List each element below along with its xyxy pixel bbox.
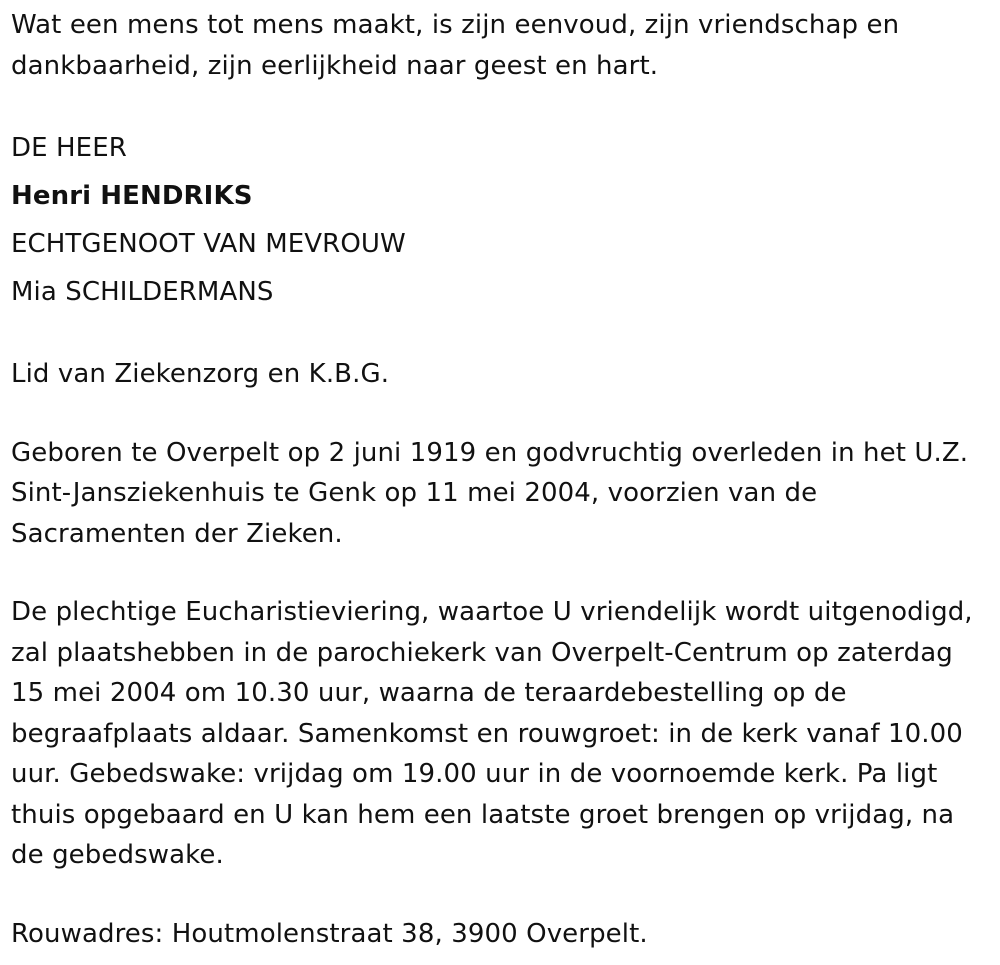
ceremony-line: begraafplaats aldaar. Samenkomst en rouwgroet: in de kerk vanaf 10.00 bbox=[11, 718, 963, 749]
birth-death-paragraph bbox=[11, 433, 996, 555]
ceremony-paragraph bbox=[11, 592, 996, 876]
funeral-address: Rouwadres: Houtmolenstraat 38, 3900 Overpelt. bbox=[11, 918, 648, 949]
spacer bbox=[11, 86, 996, 124]
spacer bbox=[11, 876, 996, 914]
name-block bbox=[11, 124, 996, 316]
spouse-name: Mia SCHILDERMANS bbox=[11, 277, 274, 307]
ceremony-line: 15 mei 2004 om 10.30 uur, waarna de teraardebestelling op de bbox=[11, 678, 847, 708]
membership-text: Lid van Ziekenzorg en K.B.G. bbox=[11, 359, 390, 389]
spacer bbox=[11, 554, 996, 592]
quote-line: dankbaarheid, zijn eerlijkheid naar geest en hart. bbox=[11, 50, 659, 81]
birth-death-line: Sacramenten der Zieken. bbox=[11, 518, 343, 549]
ceremony-line: uur. Gebedswake: vrijdag om 19.00 uur in de voornoemde kerk. Pa ligt bbox=[11, 759, 938, 789]
spacer bbox=[11, 316, 996, 354]
birth-death-line: Sint-Jansziekenhuis te Genk op 11 mei 2004, voorzien van de bbox=[11, 478, 818, 508]
spacer bbox=[11, 395, 996, 433]
title-label: DE HEER bbox=[11, 133, 127, 163]
deceased-name: Henri HENDRIKS bbox=[11, 181, 253, 211]
ceremony-line: thuis opgebaard en U kan hem een laatste groet brengen op vrijdag, na bbox=[11, 799, 955, 830]
address-paragraph bbox=[11, 914, 996, 955]
ceremony-line: de gebedswake. bbox=[11, 840, 224, 870]
relation-label: ECHTGENOOT VAN MEVROUW bbox=[11, 229, 406, 259]
ceremony-line: De plechtige Eucharistieviering, waartoe U vriendelijk wordt uitgenodigd, bbox=[11, 597, 973, 627]
birth-death-line: Geboren te Overpelt op 2 juni 1919 en godvruchtig overleden in het U.Z. bbox=[11, 437, 969, 468]
quote-line: Wat een mens tot mens maakt, is zijn eenvoud, zijn vriendschap en bbox=[11, 10, 900, 40]
quote-paragraph bbox=[11, 5, 996, 86]
ceremony-line: zal plaatshebben in de parochiekerk van Overpelt-Centrum op zaterdag bbox=[11, 637, 953, 668]
obituary-notice bbox=[11, 5, 996, 954]
membership-paragraph bbox=[11, 354, 996, 395]
